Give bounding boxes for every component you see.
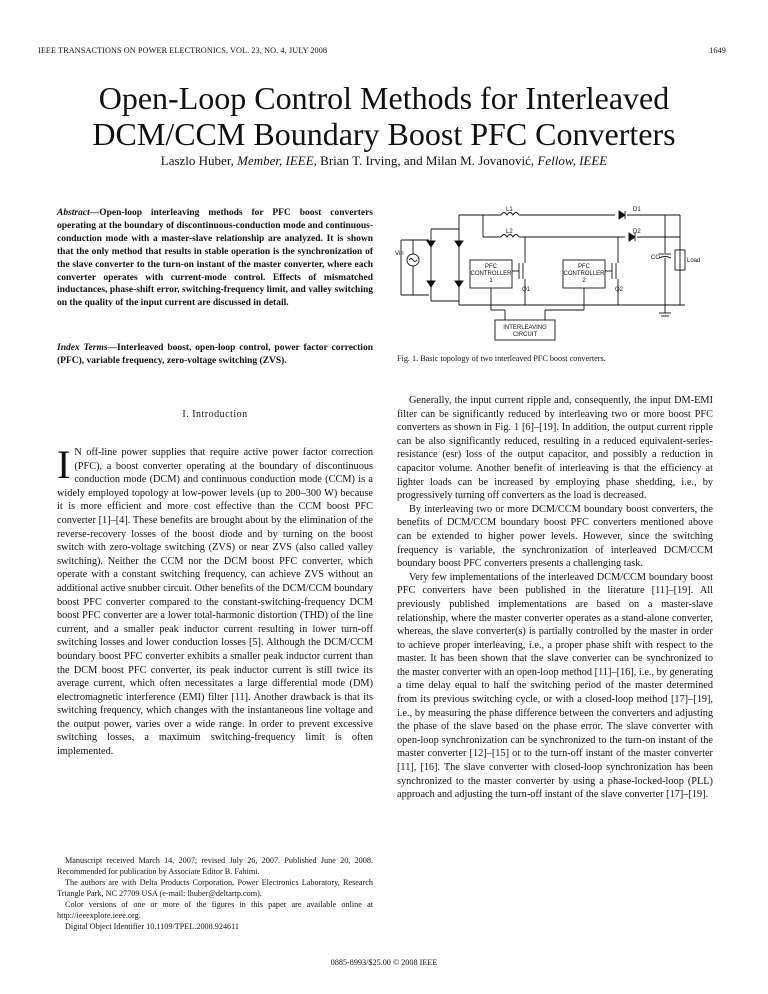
paragraph-boundary: By interleaving two or more DCM/CCM boundary boost converters, the benefits of DCM/CCM boundary boost PFC converters mentioned above can be extended to higher power levels. However, since the switching frequency is variable, the synchronization of interleaved DCM/CCM boundary boost PFC converters presents a challenging task. xyxy=(397,503,713,570)
page-number: 1649 xyxy=(709,46,726,55)
label-co: CO xyxy=(651,255,660,261)
title-line-2: DCM/CCM Boundary Boost PFC Converters xyxy=(92,116,676,152)
label-pfc2-b: CONTROLLER xyxy=(563,271,605,277)
index-terms-text: Interleaved boost, open-loop control, power factor correction (PFC), variable frequency, zero-voltage switching (ZVS). xyxy=(57,343,373,366)
footnote-manuscript: Manuscript received March 14, 2007; revised July 26, 2007. Published June 20, 2008. Recommended for publication by Associate Editor B. Fahimi. xyxy=(57,856,373,876)
author-3-role: Fellow, IEEE xyxy=(537,153,608,168)
footnote xyxy=(57,855,373,932)
author-2-3: , Brian T. Irving, and Milan M. Jovanović, xyxy=(313,153,538,168)
label-d2: D2 xyxy=(633,229,641,235)
figure-1-caption: Fig. 1. Basic topology of two interleaved PFC boost converters. xyxy=(397,354,606,363)
abstract-text: Open-loop interleaving methods for PFC boost converters operating at the boundary of discontinuous-conduction mode and continuous-conduction mode with a master-slave relationship are analyzed. It is shown that the only method that results in stable operation is the synchronization of the slave converter to the turn-on instant of the master converter, where each converter operates with current-mode control. Effects of mismatched inductances, phase-shift error, switching-frequency limit, and valley switching on the quality of the input current are discussed in detail. xyxy=(57,208,373,309)
label-l1: L1 xyxy=(506,207,513,213)
abstract xyxy=(57,207,373,310)
label-vin: Vin xyxy=(395,251,404,257)
label-d1: D1 xyxy=(633,207,641,213)
label-q2: Q2 xyxy=(615,287,624,293)
figure-1-circuit xyxy=(395,205,715,345)
label-pfc1-c: 1 xyxy=(489,278,493,284)
author-1-role: Member, IEEE xyxy=(237,153,314,168)
label-interleaving: INTERLEAVING xyxy=(503,325,547,331)
author-1: Laszlo Huber, xyxy=(160,153,238,168)
title-line-1: Open-Loop Control Methods for Interleaved xyxy=(98,80,670,116)
label-pfc1-a: PFC xyxy=(485,264,497,270)
index-terms-label: Index Terms— xyxy=(57,343,118,353)
label-load: Load xyxy=(687,258,701,264)
intro-paragraph xyxy=(57,442,373,759)
label-l2: L2 xyxy=(506,229,513,235)
label-pfc2-a: PFC xyxy=(578,264,590,270)
paper-title xyxy=(0,80,768,152)
intro-text: N off-line power supplies that require active power factor correction (PFC), a boost converter operating at the boundary of discontinuous conduction mode (DCM) and continuous conduction mode (CCM) is a widely employed topology at low-power levels (up to 200–300 W) because it is more efficient and more cost effective than the CCM boost PFC converter [1]–[4]. These benefits are brought about by the elimination of the reverse-recovery losses of the boost diode and by turning on the boost switch with zero-voltage switching (ZVS) or near ZVS (also called valley switching). Neither the CCM nor the DCM boost PFC converter, which operate with a constant switching frequency, can achieve ZVS without an additional active snubber circuit. Other benefits of the DCM/CCM boundary boost PFC converter compared to the constant-switching-frequency DCM boost PFC converter are a lower total-harmonic distortion (THD) of the line current, and a smaller peak inductor current resulting in lower turn-off switching losses and lower conduction losses [5]. Although the DCM/CCM boundary boost PFC converter exhibits a smaller peak inductor current than the DCM boost PFC converter, its peak inductor current is still twice its average current, which often necessitates a large differential mode (DM) electromagnetic interference (EMI) filter [11]. Another drawback is that its switching frequency, which changes with the instantaneous line voltage and the output power, varies over a wide range. In order to prevent excessive switching losses, a maximum switching-frequency limit is often implemented. xyxy=(57,447,373,758)
section-heading: I. Introduction xyxy=(182,409,248,420)
running-header: IEEE TRANSACTIONS ON POWER ELECTRONICS, VOL. 23, NO. 4, JULY 2008 xyxy=(38,46,328,55)
abstract-label: Abstract— xyxy=(57,208,100,218)
label-pfc1-b: CONTROLLER xyxy=(470,271,512,277)
footnote-affiliation: The authors are with Delta Products Corporation, Power Electronics Laboratory, Research Triangle Park, NC 27709 USA (e-mail: lhuber@deltartp.com). xyxy=(57,878,373,898)
label-circuit: CIRCUIT xyxy=(512,332,538,338)
footnote-doi: Digital Object Identifier 10.1109/TPEL.2008.924611 xyxy=(65,922,240,931)
index-terms xyxy=(57,342,373,368)
label-q1: Q1 xyxy=(522,287,531,293)
right-column-text xyxy=(397,394,713,802)
label-pfc2-c: 2 xyxy=(582,278,586,284)
author-list xyxy=(0,153,768,169)
drop-cap: I xyxy=(57,442,71,487)
footnote-color: Color versions of one or more of the figures in this paper are available online at http://ieeexplore.ieee.org. xyxy=(57,900,373,920)
paragraph-implementations: Very few implementations of the interleaved DCM/CCM boundary boost PFC converters have been published in the literature [11]–[19]. All previously published implementations are based on a master-slave relationship, where the master converter operates as a stand-alone converter, whereas, the slave converter(s) is partially controlled by the master in order to achieve proper interleaving, i.e., a proper phase shift with respect to the master. It has been shown that the slave converter can be synchronized to the master converter with an open-loop method [11]–[16], i.e., by generating a time delay equal to half the switching period of the master determined from its previous switching cycle, or with a closed-loop method [17]–[19], i.e., by measuring the phase difference between the converters and adjusting the phase of the slave based on the phase error. The slave converter with open-loop synchronization can be synchronized to the turn-on instant of the master converter [12]–[15] or to the turn-off instant of the master converter [11], [16]. The slave converter with closed-loop synchronization has been synchronized to the master converter by using a phase-locked-loop (PLL) approach and adjusting the turn-off instant of the slave converter [17]–[19]. xyxy=(397,571,713,801)
paragraph-interleaving: Generally, the input current ripple and, consequently, the input DM-EMI filter can be significantly reduced by interleaving two or more boost PFC converters as shown in Fig. 1 [6]–[19]. In addition, the output current ripple can be also significantly reduced, resulting in a reduced equivalent-series-resistance (esr) loss of the output capacitor, and possibly a reduction in capacitor volume. Another benefit of interleaving is that the efficiency at lighter loads can be increased by employing phase shedding, i.e., by progressively turning off converters as the load is decreased. xyxy=(397,395,713,502)
copyright-footer: 0885-8993/$25.00 © 2008 IEEE xyxy=(330,958,438,967)
